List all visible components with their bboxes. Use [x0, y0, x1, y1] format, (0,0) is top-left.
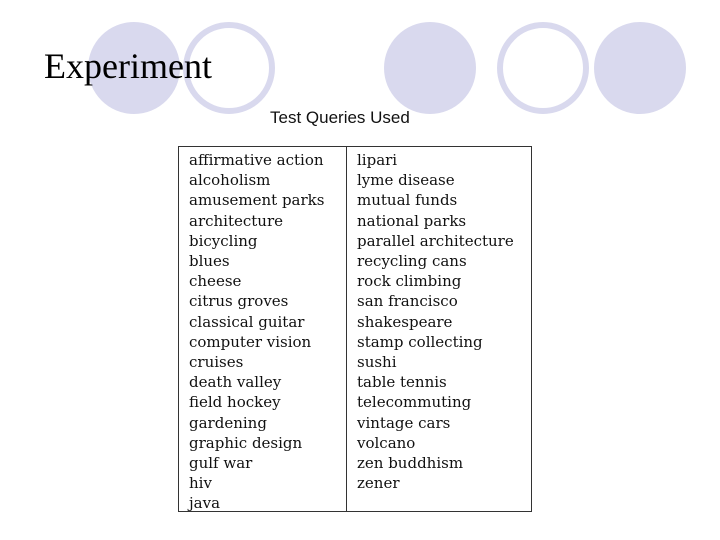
query-cell: gulf war	[189, 454, 253, 473]
query-cell: classical guitar	[189, 312, 305, 331]
query-cell: rock climbing	[357, 272, 462, 291]
query-cell: national parks	[357, 211, 467, 230]
query-cell: san francisco	[357, 292, 458, 311]
query-cell: alcoholism	[189, 171, 271, 190]
slide-title: Experiment	[44, 46, 212, 86]
query-cell: parallel architecture	[357, 231, 514, 250]
query-cell: lipari	[357, 151, 398, 169]
right-column	[347, 147, 531, 511]
query-cell: volcano	[357, 433, 416, 452]
query-cell: vintage cars	[357, 413, 451, 432]
query-cell: field hockey	[189, 393, 281, 412]
queries-table	[178, 146, 532, 512]
query-cell: graphic design	[189, 433, 303, 452]
query-cell: citrus groves	[189, 292, 289, 311]
query-cell: java	[189, 494, 221, 513]
query-cell: hiv	[189, 474, 212, 493]
query-cell: mutual funds	[357, 191, 458, 210]
query-cell: cruises	[189, 353, 244, 372]
query-cell: computer vision	[189, 332, 312, 351]
query-cell: table tennis	[357, 373, 447, 392]
query-cell: cheese	[189, 272, 242, 291]
query-cell: death valley	[189, 373, 282, 392]
left-column	[179, 147, 347, 511]
query-cell: amusement parks	[189, 191, 325, 210]
query-cell: stamp collecting	[357, 332, 483, 351]
query-cell: telecommuting	[357, 393, 472, 412]
query-cell: blues	[189, 252, 230, 271]
query-cell: gardening	[189, 413, 267, 432]
query-cell: shakespeare	[357, 312, 453, 331]
query-cell: zener	[357, 474, 400, 493]
query-cell: architecture	[189, 211, 284, 230]
decor-circle-4	[497, 22, 589, 114]
query-cell: zen buddhism	[357, 454, 464, 473]
query-cell: sushi	[357, 353, 397, 372]
query-cell: lyme disease	[357, 171, 455, 190]
decor-circle-5	[594, 22, 686, 114]
query-cell: bicycling	[189, 231, 258, 250]
decor-circle-3	[384, 22, 476, 114]
query-cell: recycling cans	[357, 252, 467, 271]
table-caption: Test Queries Used	[270, 108, 410, 127]
query-cell: affirmative action	[189, 151, 324, 169]
